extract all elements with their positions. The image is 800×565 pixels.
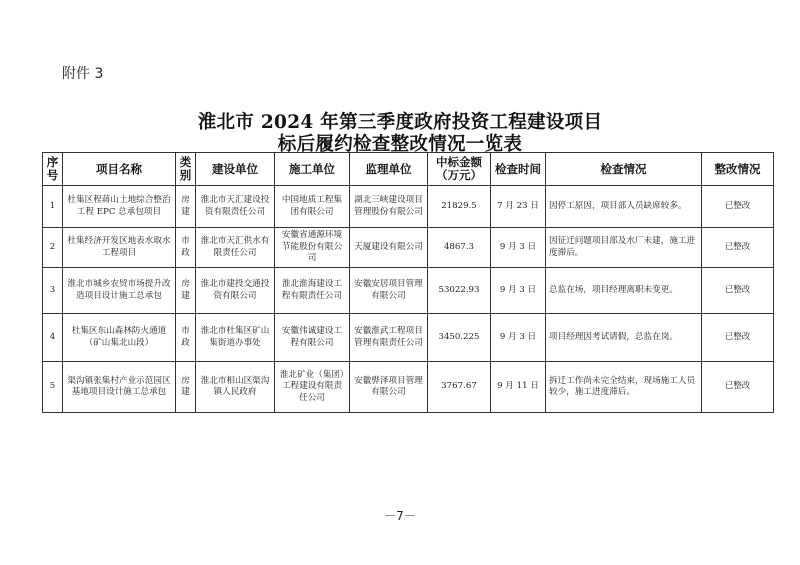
- cell-category: 房建: [176, 186, 196, 228]
- cell-project-name: 渠沟镇张集村产业示范园区基地项目设计施工总承包: [63, 362, 176, 413]
- cell-check-time: 9 月 3 日: [491, 314, 546, 362]
- header-check-status: 检查情况: [546, 153, 702, 186]
- cell-project-name: 淮北市城乡农贸市场提升改造项目设计施工总承包: [63, 268, 176, 314]
- header-supervisor: 监理单位: [350, 153, 428, 186]
- cell-check-time: 9 月 3 日: [491, 268, 546, 314]
- cell-rectification: 已整改: [702, 314, 774, 362]
- header-bid-amount: 中标金额（万元）: [428, 153, 491, 186]
- cell-supervisor: 安徽淮武工程项目管理有限责任公司: [350, 314, 428, 362]
- table-header-row: [43, 153, 774, 186]
- cell-owner: 淮北市天汇建设投资有限责任公司: [196, 186, 275, 228]
- cell-category: 市政: [176, 228, 196, 268]
- table-row: [43, 268, 774, 314]
- table-row: [43, 186, 774, 228]
- cell-supervisor: 天厦建设有限公司: [350, 228, 428, 268]
- cell-seq: 4: [43, 314, 63, 362]
- cell-owner: 淮北市杜集区矿山集街道办事处: [196, 314, 275, 362]
- cell-project-name: 杜集区东山森林防火通道（矿山集北山段）: [63, 314, 176, 362]
- cell-builder: 安徽省通源环境节能股份有限公司: [275, 228, 350, 268]
- cell-supervisor: 湖北三峡建设项目管理股份有限公司: [350, 186, 428, 228]
- cell-bid-amount: 3450.225: [428, 314, 491, 362]
- cell-category: 市政: [176, 314, 196, 362]
- cell-builder: 淮北矿业（集团）工程建设有限责任公司: [275, 362, 350, 413]
- header-seq: 序号: [43, 153, 63, 186]
- cell-check-status: 因停工原因，项目部人员缺席较多。: [546, 186, 702, 228]
- cell-check-status: 拆迁工作尚未完全结束，现场施工人员较少，施工进度滞后。: [546, 362, 702, 413]
- cell-check-time: 9 月 3 日: [491, 228, 546, 268]
- header-owner: 建设单位: [196, 153, 275, 186]
- cell-owner: 淮北市相山区渠沟镇人民政府: [196, 362, 275, 413]
- cell-owner: 淮北市建投交通投资有限公司: [196, 268, 275, 314]
- cell-check-status: 总监在场，项目经理离职未变更。: [546, 268, 702, 314]
- page-number: －7－: [384, 509, 416, 523]
- cell-category: 房建: [176, 362, 196, 413]
- cell-rectification: 已整改: [702, 362, 774, 413]
- cell-check-status: 项目经理因考试请假，总监在岗。: [546, 314, 702, 362]
- header-project-name: 项目名称: [63, 153, 176, 186]
- cell-bid-amount: 21829.5: [428, 186, 491, 228]
- header-check-time: 检查时间: [491, 153, 546, 186]
- cell-bid-amount: 3767.67: [428, 362, 491, 413]
- cell-category: 房建: [176, 268, 196, 314]
- cell-bid-amount: 4867.3: [428, 228, 491, 268]
- table-row: [43, 362, 774, 413]
- cell-rectification: 已整改: [702, 186, 774, 228]
- table-row: [43, 228, 774, 268]
- cell-rectification: 已整改: [702, 228, 774, 268]
- cell-seq: 5: [43, 362, 63, 413]
- inspection-table: [42, 152, 774, 413]
- cell-supervisor: 安徽安居项目管理有限公司: [350, 268, 428, 314]
- header-rectification: 整改情况: [702, 153, 774, 186]
- attachment-label: 附件 3: [62, 66, 104, 82]
- cell-owner: 淮北市天汇供水有限责任公司: [196, 228, 275, 268]
- cell-supervisor: 安徽骅泽项目管理有限公司: [350, 362, 428, 413]
- cell-builder: 中国地质工程集团有限公司: [275, 186, 350, 228]
- header-builder: 施工单位: [275, 153, 350, 186]
- cell-project-name: 杜集经济开发区地表水取水工程项目: [63, 228, 176, 268]
- cell-seq: 3: [43, 268, 63, 314]
- cell-check-time: 7 月 23 日: [491, 186, 546, 228]
- document-title-line2: 标后履约检查整改情况一览表: [277, 134, 523, 155]
- document-title-line1: 淮北市 2024 年第三季度政府投资工程建设项目: [197, 112, 603, 133]
- cell-builder: 安徽伟诚建设工程有限公司: [275, 314, 350, 362]
- cell-seq: 2: [43, 228, 63, 268]
- cell-bid-amount: 53022.93: [428, 268, 491, 314]
- cell-builder: 淮北淮海建设工程有限责任公司: [275, 268, 350, 314]
- header-category: 类别: [176, 153, 196, 186]
- cell-seq: 1: [43, 186, 63, 228]
- cell-rectification: 已整改: [702, 268, 774, 314]
- cell-check-status: 因征迁问题项目部及水厂未建，施工进度滞后。: [546, 228, 702, 268]
- table-row: [43, 314, 774, 362]
- cell-project-name: 杜集区程蒋山土地综合整治工程 EPC 总承包项目: [63, 186, 176, 228]
- cell-check-time: 9 月 11 日: [491, 362, 546, 413]
